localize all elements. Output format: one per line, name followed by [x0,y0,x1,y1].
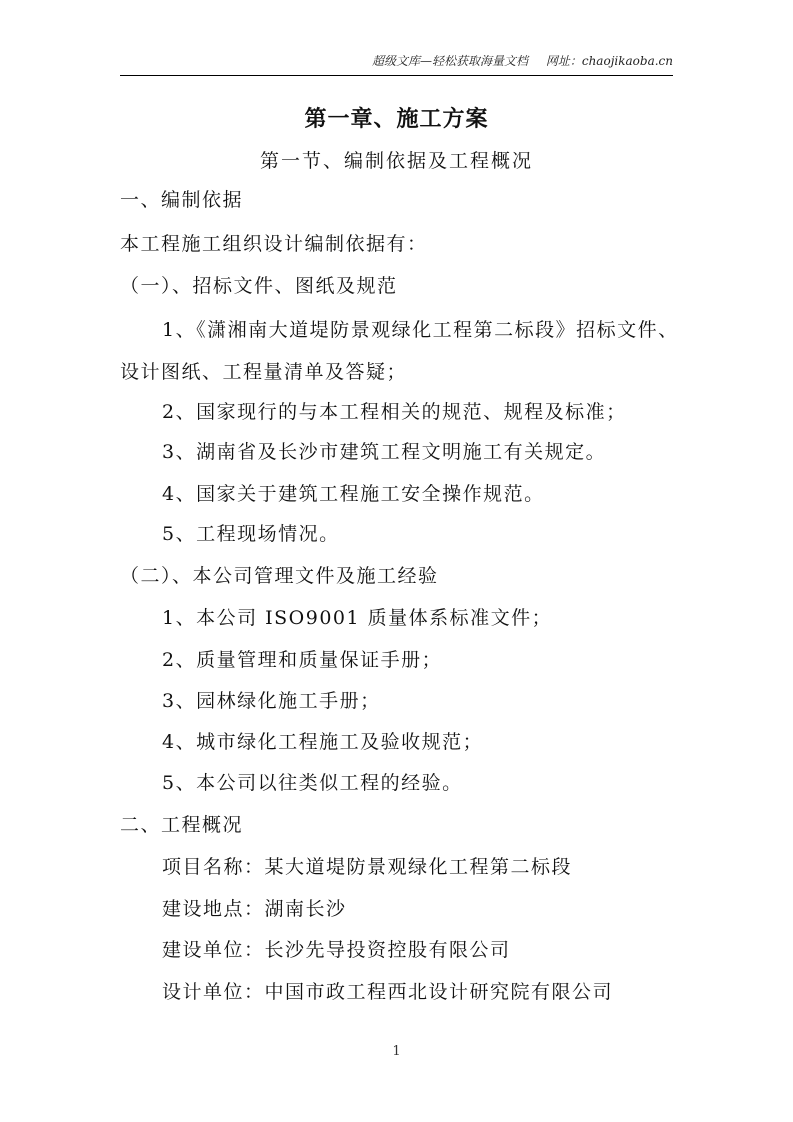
group1-item-2: 2、国家现行的与本工程相关的规范、规程及标准； [162,401,627,423]
group1-item-1: 1、《潇湘南大道堤防景观绿化工程第二标段》招标文件、 [162,319,679,341]
chapter-title: 第一章、施工方案 [304,107,489,132]
group1-item-5: 5、工程现场情况。 [162,523,340,545]
group2-item-1: 1、本公司 ISO9001 质量体系标准文件； [162,607,553,629]
section-title: 第一节、编制依据及工程概况 [259,150,533,172]
build-unit-field: 建设单位：长沙先导投资控股有限公司 [162,939,511,961]
part1-heading: 一、编制依据 [120,189,244,211]
part2-heading: 二、工程概况 [120,814,244,836]
build-location-field: 建设地点：湖南长沙 [162,898,347,920]
group1-item-4: 4、国家关于建筑工程施工安全操作规范。 [162,483,545,505]
part1-intro: 本工程施工组织设计编制依据有： [120,233,428,255]
group2-item-2: 2、质量管理和质量保证手册； [162,649,443,671]
page-number: 1 [392,1044,401,1059]
group2-item-4: 4、城市绿化工程施工及验收规范； [162,731,484,753]
group1-heading: （一）、招标文件、图纸及规范 [120,275,398,297]
header-divider [120,75,673,76]
group2-item-5: 5、本公司以往类似工程的经验。 [162,772,463,794]
group2-item-3: 3、园林绿化施工手册； [162,690,381,712]
project-name-field: 项目名称：某大道堤防景观绿化工程第二标段 [162,856,573,878]
group1-item-1-cont: 设计图纸、工程量清单及答疑； [120,361,408,383]
page-header [120,52,673,74]
design-unit-field: 设计单位：中国市政工程西北设计研究院有限公司 [162,981,614,1003]
group1-item-3: 3、湖南省及长沙市建筑工程文明施工有关规定。 [162,441,607,463]
header-site-text: 网址：chaojikaoba.cn [545,54,673,68]
header-library-text: 超级文库—轻松获取海量文档 [372,54,529,68]
group2-heading: （二）、本公司管理文件及施工经验 [120,565,439,587]
